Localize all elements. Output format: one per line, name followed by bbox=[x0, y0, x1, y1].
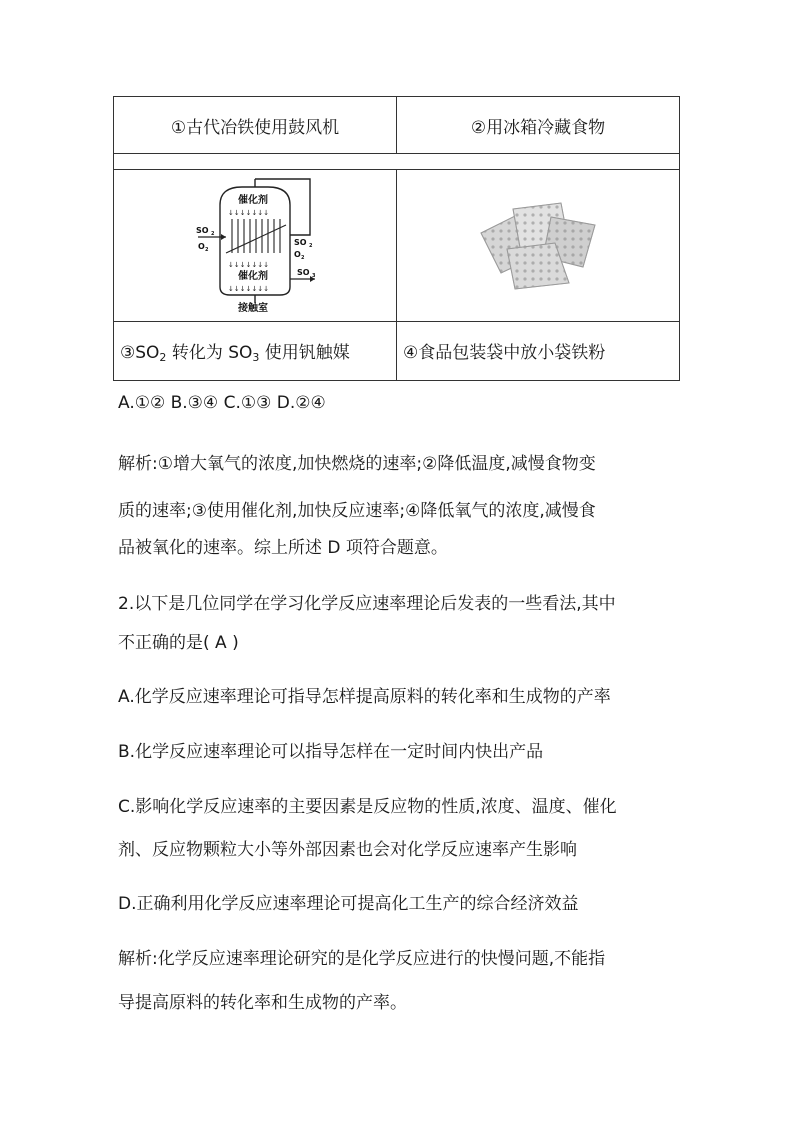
so3-outlet-sub: 3 bbox=[312, 273, 316, 280]
question-table bbox=[113, 96, 680, 381]
contact-chamber-diagram bbox=[180, 175, 330, 315]
table-header-row bbox=[114, 97, 680, 154]
so2-right-sub: 2 bbox=[309, 243, 313, 250]
caption-cell-4: ④食品包装袋中放小袋铁粉 bbox=[397, 321, 680, 380]
analysis2-line-1: 解析:化学反应速率理论研究的是化学反应进行的快慢问题,不能指 bbox=[118, 949, 606, 969]
o2-inlet-label: O bbox=[198, 242, 205, 252]
analysis1-line-1: 解析:①增大氧气的浓度,加快燃烧的速率;②降低温度,减慢食物变 bbox=[118, 454, 596, 474]
analysis1-line-2: 质的速率;③使用催化剂,加快反应速率;④降低氧气的浓度,减慢食 bbox=[118, 501, 596, 521]
iron-powder-cell bbox=[397, 169, 680, 321]
analysis1-line-3: 品被氧化的速率。综上所述 D 项符合题意。 bbox=[118, 538, 448, 558]
reactor-cell bbox=[114, 169, 397, 321]
analysis2-line-2: 导提高原料的转化率和生成物的产率。 bbox=[118, 993, 407, 1013]
so2-inlet-label: SO bbox=[196, 226, 209, 236]
option-a: A.化学反应速率理论可指导怎样提高原料的转化率和生成物的产率 bbox=[118, 687, 611, 707]
question2-line-1: 2.以下是几位同学在学习化学反应速率理论后发表的一些看法,其中 bbox=[118, 594, 616, 614]
so2-inlet-sub: 2 bbox=[211, 231, 215, 238]
option-c-line-2: 剂、反应物颗粒大小等外部因素也会对化学反应速率产生影响 bbox=[118, 840, 577, 860]
spacer-cell bbox=[114, 154, 680, 170]
svg-text:↓↓↓↓↓↓↓: ↓↓↓↓↓↓↓ bbox=[228, 261, 270, 270]
caption-row bbox=[114, 321, 680, 380]
so3-outlet-label: SO bbox=[297, 268, 310, 278]
catalyst-top-label: 催化剂 bbox=[238, 195, 268, 207]
caption-3-mid: 转化为 SO bbox=[166, 342, 253, 363]
option-c-line-1: C.影响化学反应速率的主要因素是反应物的性质,浓度、温度、催化 bbox=[118, 797, 617, 817]
caption-3-sub-3: 3 bbox=[252, 350, 260, 364]
o2-inlet-sub: 2 bbox=[205, 247, 209, 254]
answer-choices: A.①② B.③④ C.①③ D.②④ bbox=[118, 393, 326, 413]
o2-right-label: O bbox=[294, 250, 301, 260]
iron-powder-packets-image bbox=[473, 195, 603, 295]
so2-right-label: SO bbox=[294, 238, 307, 248]
header-cell-2: ②用冰箱冷藏食物 bbox=[397, 97, 680, 154]
header-cell-1: ①古代冶铁使用鼓风机 bbox=[114, 97, 397, 154]
caption-cell-3 bbox=[114, 321, 397, 380]
caption-3-prefix: ③SO bbox=[120, 342, 160, 363]
image-row bbox=[114, 169, 680, 321]
spacer-row bbox=[114, 154, 680, 170]
caption-3-sub-2: 2 bbox=[159, 350, 167, 364]
svg-text:↓↓↓↓↓↓↓: ↓↓↓↓↓↓↓ bbox=[228, 209, 270, 218]
catalyst-bottom-label: 催化剂 bbox=[238, 271, 268, 283]
question2-line-2: 不正确的是( A ) bbox=[118, 633, 239, 653]
o2-right-sub: 2 bbox=[301, 255, 305, 262]
option-b: B.化学反应速率理论可以指导怎样在一定时间内快出产品 bbox=[118, 742, 544, 762]
option-d: D.正确利用化学反应速率理论可提高化工生产的综合经济效益 bbox=[118, 894, 579, 914]
svg-text:↓↓↓↓↓↓↓: ↓↓↓↓↓↓↓ bbox=[228, 285, 270, 294]
chamber-label: 接触室 bbox=[238, 303, 268, 315]
caption-3-suffix: 使用钒触媒 bbox=[259, 342, 350, 363]
